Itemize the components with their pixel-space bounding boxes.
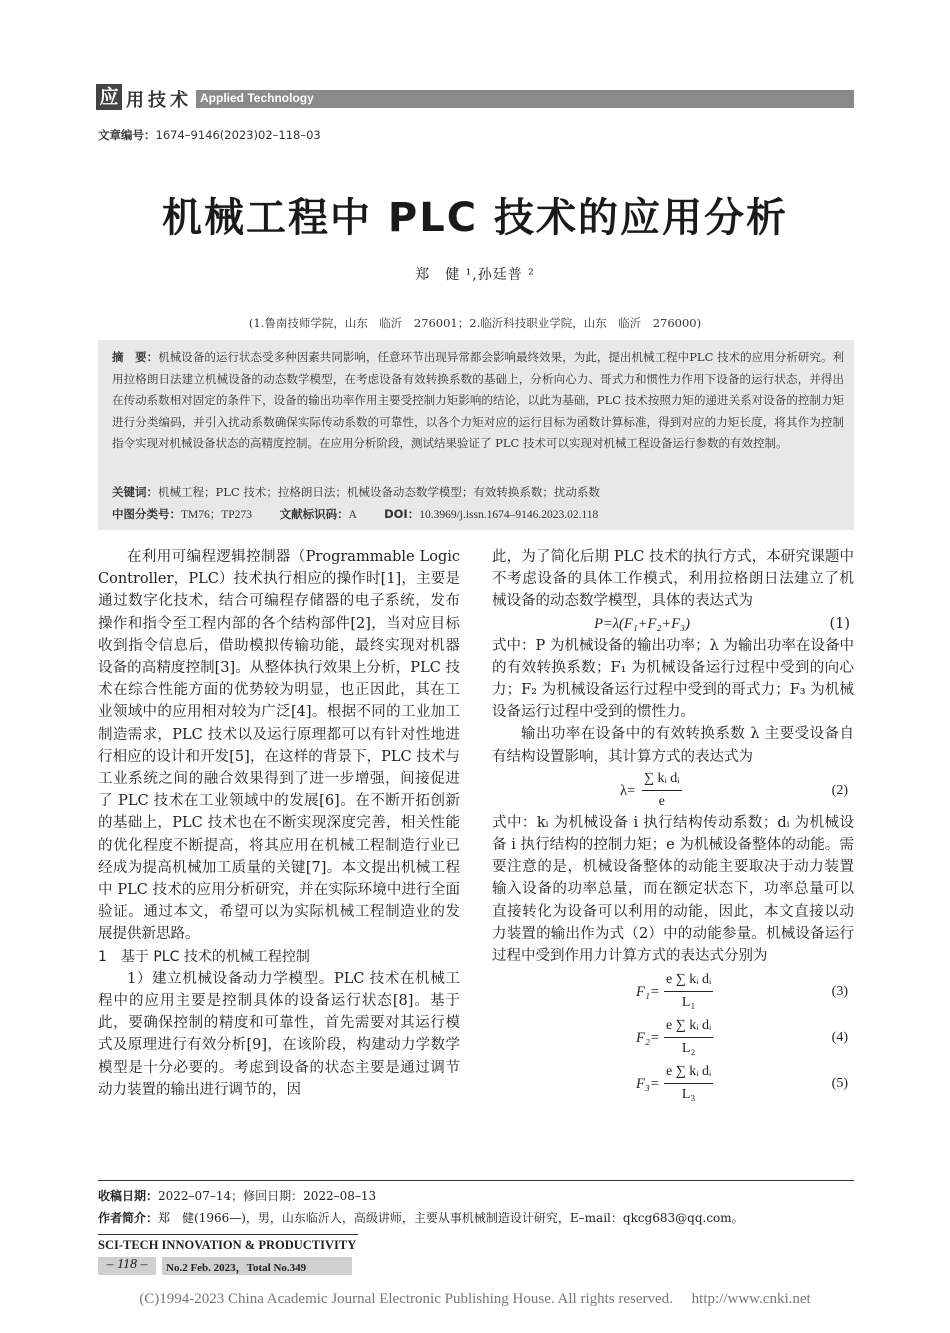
equation-3 — [492, 967, 854, 1013]
abstract-label: 摘 要： — [112, 350, 159, 364]
equation-2-lhs: λ= — [620, 782, 636, 799]
eq2-explanation: 式中：kᵢ 为机械设备 i 执行结构传动系数；dᵢ 为机械设备 i 执行结构的控制力矩；e 为机械设备整体的动能。需要注意的是，机械设备整体的动能主要取决于动力装置输入设备的功率总量，而在额定状态下，功率总量可以直接转化为设备可以利用的动能，因此，本文直接以动力装置的输出作为式（2）中的动能参量。机械设备运行过程中受到作用力计算方式的表达式分别为 — [492, 814, 854, 965]
equation-3-numerator: e ∑ kᵢ dᵢ — [664, 969, 713, 992]
keywords-label: 关键词： — [112, 485, 158, 499]
equation-3-number: (3) — [831, 984, 848, 1000]
equation-4-fraction — [664, 1015, 713, 1060]
equation-4-number: (4) — [831, 1030, 848, 1046]
section1-paragraph: 1）建立机械设备动力学模型。PLC 技术在机械工程中的应用主要是控制具体的设备运行状态[8]。基于此，要确保控制的精度和可靠性，首先需要对其运行模式及原理进行有效分析[9]，在该阶段，构建动力学数学模型是十分必要的。考虑到设备的状态主要是通过调节动力装置的输出进行调节的，因 — [98, 970, 460, 1098]
equation-3-lhs: F₁= — [636, 984, 660, 1001]
section-name-cn: 用技术 — [126, 90, 192, 111]
doi-label: DOI： — [384, 507, 420, 521]
footnote-divider — [98, 1180, 854, 1181]
affiliation: (1.鲁南技师学院，山东 临沂 276001；2.临沂科技职业学院，山东 临沂 276000) — [248, 316, 702, 330]
paper-title: 机械工程中 PLC 技术的应用分析 — [161, 195, 788, 241]
equation-2-denominator: e — [658, 794, 665, 810]
left-column — [98, 546, 460, 1101]
article-number — [98, 127, 321, 143]
clc-value: TM76；TP273 — [181, 509, 252, 521]
journal-divider — [98, 1234, 358, 1235]
eq1-explanation: 式中：P 为机械设备的输出功率；λ 为输出功率在设备中的有效转换系数；F₁ 为机械设备运行过程中受到的向心力；F₂ 为机械设备运行过程中受到的哥式力；F₃ 为机械设备运行过程中受到的惯性力。 — [492, 637, 854, 721]
author-bio-label: 作者简介： — [98, 1211, 159, 1225]
equation-4-lhs: F₂= — [636, 1030, 660, 1047]
abstract — [112, 347, 844, 455]
issue-info: No.2 Feb. 2023，Total No.349 — [166, 1262, 307, 1274]
right-column — [492, 546, 854, 1105]
equation-5-lhs: F₃= — [636, 1076, 660, 1093]
intro-paragraph: 在利用可编程逻辑控制器（Programmable Logic Controller，PLC）技术执行相应的操作时[1]，主要是通过数字化技术，结合可编程存储器的电子系统，发布操作和指令至工程内部的各个结构部件[2]，当对应目标收到指令信息后，借助模拟传输功能，最终实现对机器设备的高精度控制[3]。从整体执行效果上分析，PLC 技术在综合性能方面的优势较为明显，也正因此，其在工业领域中的应用相对较为广泛[4]。根据不同的工业加工制造需求，PLC 技术以及运行原理都可以有针对性地进行相应的设计和开发[5]，在这样的背景下，PLC 技术与工业系统之间的融合效果得到了进一步增强，间接促进了 PLC 技术在工业领域中的发展[6]。在不断开拓创新的基础上，PLC 技术也在不断实现深度完善，相关性能的优化程度不断提高，将其应用在机械工程制造行业已经成为提高机械加工质量的关键[7]。本文提出机械工程中 PLC 技术的应用分析研究，并在实际环境中进行全面验证。通过本文，希望可以为实际机械工程制造业的发展提供新思路。 — [98, 549, 460, 943]
equation-4-numerator: e ∑ kᵢ dᵢ — [664, 1015, 713, 1038]
section-heading-1: 1 基于 PLC 技术的机械工程控制 — [98, 948, 310, 965]
model-paragraph: 此，为了简化后期 PLC 技术的执行方式，本研究课题中不考虑设备的具体工作模式，利用拉格朗日法建立了机械设备的动态数学模型，具体的表达式为 — [492, 549, 854, 610]
doc-code-label: 文献标识码： — [279, 507, 349, 521]
equation-2-fraction — [642, 768, 682, 813]
equation-5 — [492, 1059, 854, 1105]
section-box-char: 应 — [96, 84, 122, 110]
page-number: – 118 – — [106, 1257, 148, 1272]
copyright-notice: (C)1994-2023 China Academic Journal Electronic Publishing House. All rights reserved. http://www.cnki.net — [139, 1291, 811, 1307]
received-dates-value: 2022–07–14；修回日期：2022–08–13 — [158, 1189, 377, 1203]
authors: 郑 健 ¹,孙廷普 ² — [415, 267, 535, 283]
equation-5-number: (5) — [831, 1076, 848, 1092]
classification — [112, 506, 844, 522]
abstract-text: 机械设备的运行状态受多种因素共同影响，任意环节出现异常都会影响最终效果，为此，提出机械工程中PLC 技术的应用分析研究。利用拉格朗日法建立机械设备的动态数学模型，在考虑设备有效转换系数的基础上，分析向心力、哥式力和惯性力作用下设备的运行状态，并得出在传动系数相对固定的条件下，设备的输出功率作用主要受控制力矩影响的结论，以此为基础，PLC 技术按照力矩的递进关系对设备的控制力矩进行分类编码，并引入扰动系数确保实际传动系数的可靠性，以各个力矩对应的运行目标为函数计算标准，得到对应的力矩长度，将其作为控制指令实现对机械设备状态的高精度控制。在应用分析阶段，测试结果验证了 PLC 技术可以实现对机械工程设备运行参数的有效控制。 — [112, 350, 845, 450]
equation-3-fraction — [664, 969, 713, 1014]
equation-5-numerator: e ∑ kᵢ dᵢ — [664, 1061, 713, 1084]
equation-2-numerator: ∑ kᵢ dᵢ — [642, 768, 682, 791]
author-bio — [98, 1209, 744, 1226]
received-dates-label: 收稿日期： — [98, 1189, 159, 1203]
lambda-paragraph: 输出功率在设备中的有效转换系数 λ 主要受设备自有结构设置影响，其计算方式的表达式为 — [492, 726, 854, 765]
equation-4-denominator: L₂ — [681, 1041, 696, 1057]
keywords-text: 机械工程；PLC 技术；拉格朗日法；机械设备动态数学模型；有效转换系数；扰动系数 — [158, 485, 600, 499]
article-number-value: 1674–9146(2023)02–118–03 — [155, 128, 321, 142]
equation-2 — [492, 768, 854, 812]
author-bio-value: 郑 健(1966—)，男，山东临沂人，高级讲师，主要从事机械制造设计研究，E–mail：qkcg683@qq.com。 — [158, 1211, 744, 1225]
equation-5-fraction — [664, 1061, 713, 1106]
equation-1 — [492, 613, 854, 635]
equation-5-denominator: L₃ — [681, 1087, 696, 1103]
received-dates — [98, 1187, 376, 1204]
equation-4 — [492, 1013, 854, 1059]
journal-name: SCI-TECH INNOVATION & PRODUCTIVITY — [98, 1238, 357, 1252]
equation-2-number: (2) — [831, 782, 848, 798]
equation-1-number: (1) — [829, 615, 850, 632]
article-number-label: 文章编号： — [98, 128, 156, 142]
keywords — [112, 484, 844, 500]
equation-3-denominator: L₁ — [681, 995, 696, 1011]
doc-code-value: A — [348, 509, 357, 521]
equation-1-body: P=λ(F₁+F₂+F₃) — [594, 615, 690, 632]
doi-value: 10.3969/j.issn.1674–9146.2023.02.118 — [419, 509, 599, 521]
section-name-en: Applied Technology — [200, 91, 314, 105]
clc-label: 中图分类号： — [112, 507, 181, 521]
